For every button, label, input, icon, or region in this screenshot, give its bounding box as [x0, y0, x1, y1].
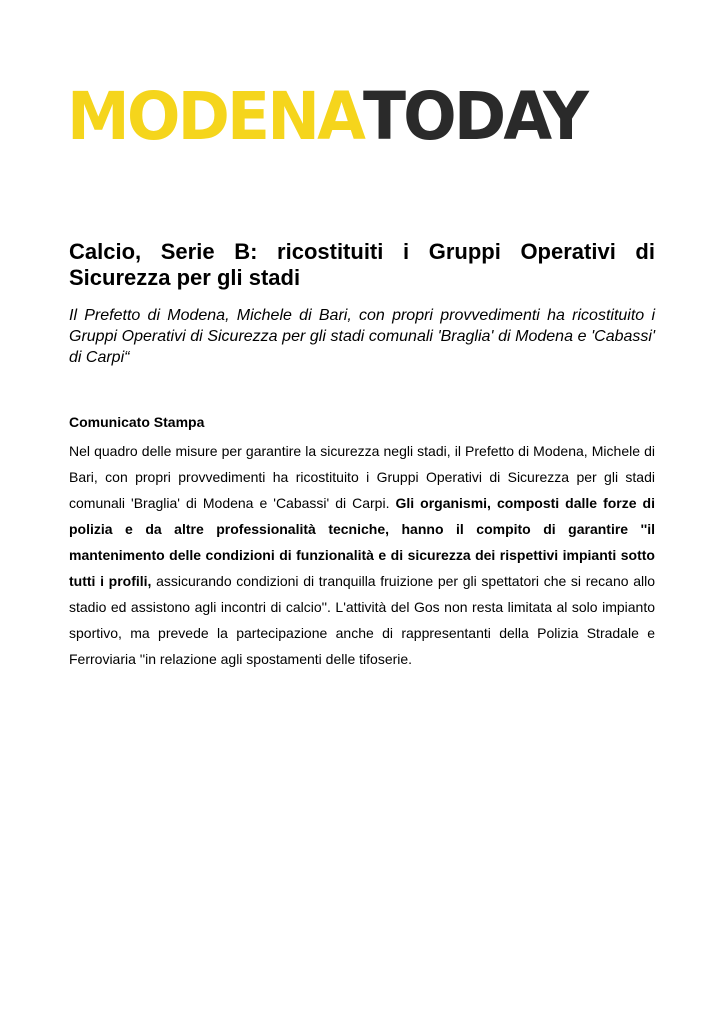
article-body-outro: assicurando condizioni di tranquilla fruizione per gli spettatori che si recano allo stadio ed assistono agli incontri di calcio''. L'attività del Gos non resta limitata al solo impianto sportivo, ma prevede la partecipazione anche di rappresentanti della Polizia Stradale e Ferroviaria ''in relazione agli spostamenti delle tifoserie. [69, 573, 655, 667]
article-body-bold: Gli organismi, composti dalle forze di polizia e da altre professionalità tecniche, hanno il compito di garantire ''il mantenimento delle condizioni di funzionalità e di sicurezza dei rispettivi impianti sotto tutti i profili, [69, 495, 655, 589]
logo-text-today: TODAY [363, 78, 586, 155]
article-summary: Il Prefetto di Modena, Michele di Bari, con propri provvedimenti ha ricostituito i Gruppi Operativi di Sicurezza per gli stadi comunali 'Braglia' di Modena e 'Cabassi' di Carpi“ [69, 307, 655, 366]
article-body-intro: Nel quadro delle misure per garantire la sicurezza negli stadi, il Prefetto di Modena, Michele di Bari, con propri provvedimenti ha ricostituito i Gruppi Operativi di Sicurezza per gli stadi comunali 'Braglia' di Modena e 'Cabassi' di Carpi. [69, 443, 655, 511]
article-body [69, 438, 655, 672]
site-logo [67, 78, 586, 155]
logo-text-modena: MODENA [67, 78, 364, 155]
press-release-label: Comunicato Stampa [69, 414, 205, 430]
article-headline: Calcio, Serie B: ricostituiti i Gruppi Operativi di Sicurezza per gli stadi [69, 239, 655, 290]
